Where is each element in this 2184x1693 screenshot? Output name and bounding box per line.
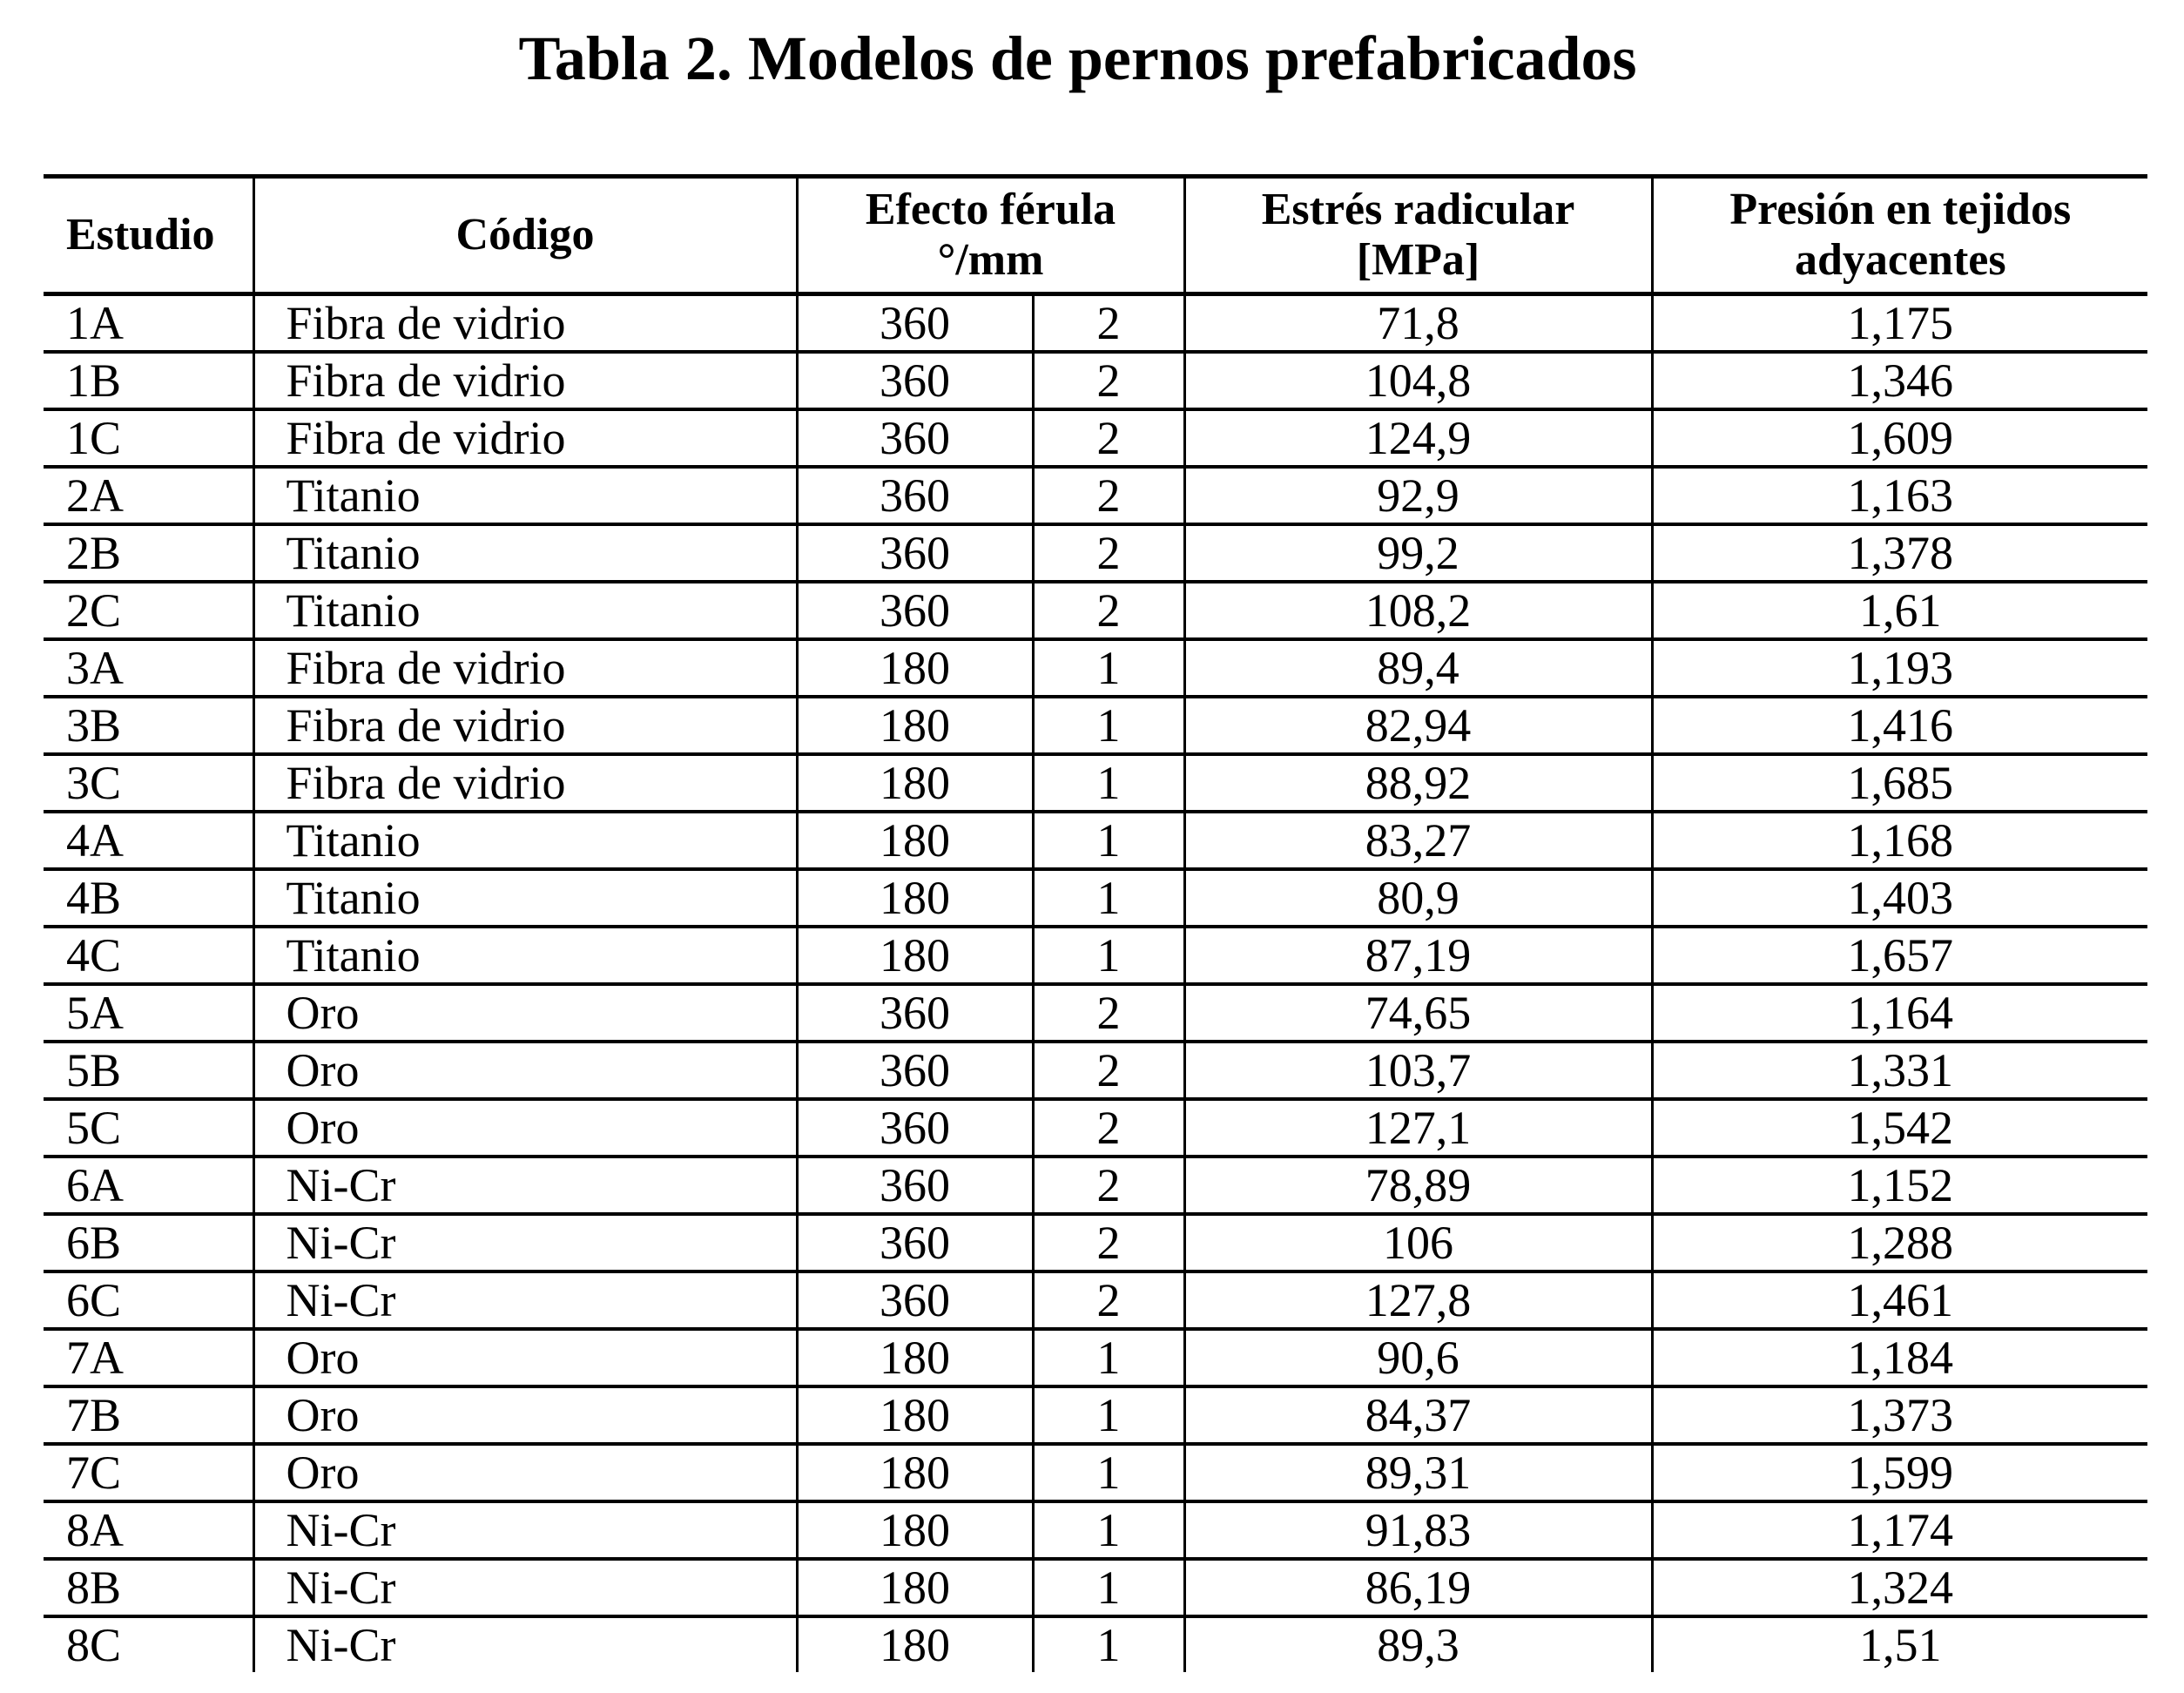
cell-estudio: 5C <box>44 1099 253 1157</box>
cell-ferula-grados: 360 <box>797 467 1033 524</box>
cell-ferula-mm: 1 <box>1033 1444 1184 1501</box>
cell-ferula-grados: 180 <box>797 1386 1033 1444</box>
cell-codigo: Fibra de vidrio <box>253 754 797 812</box>
cell-presion: 1,168 <box>1652 812 2147 869</box>
cell-codigo: Titanio <box>253 927 797 984</box>
cell-ferula-mm: 1 <box>1033 697 1184 754</box>
cell-ferula-grados: 360 <box>797 1042 1033 1099</box>
cell-ferula-grados: 360 <box>797 1271 1033 1329</box>
cell-codigo: Ni-Cr <box>253 1616 797 1672</box>
cell-estudio: 3A <box>44 639 253 697</box>
cell-presion: 1,685 <box>1652 754 2147 812</box>
table-row <box>44 467 2147 524</box>
table-row <box>44 639 2147 697</box>
table-row <box>44 1616 2147 1672</box>
cell-ferula-mm: 1 <box>1033 1616 1184 1672</box>
cell-estres: 90,6 <box>1184 1329 1652 1386</box>
cell-estudio: 5A <box>44 984 253 1042</box>
cell-ferula-grados: 180 <box>797 812 1033 869</box>
cell-estres: 86,19 <box>1184 1559 1652 1616</box>
cell-ferula-grados: 360 <box>797 1214 1033 1271</box>
cell-estres: 103,7 <box>1184 1042 1652 1099</box>
table-row <box>44 294 2147 353</box>
cell-codigo: Oro <box>253 1099 797 1157</box>
cell-estres: 104,8 <box>1184 352 1652 409</box>
cell-presion: 1,61 <box>1652 582 2147 639</box>
cell-estres: 89,3 <box>1184 1616 1652 1672</box>
cell-ferula-grados: 180 <box>797 639 1033 697</box>
table-row <box>44 984 2147 1042</box>
cell-estudio: 4A <box>44 812 253 869</box>
table-row <box>44 582 2147 639</box>
cell-ferula-grados: 180 <box>797 697 1033 754</box>
table-row <box>44 524 2147 582</box>
cell-estudio: 6B <box>44 1214 253 1271</box>
cell-ferula-mm: 1 <box>1033 1501 1184 1559</box>
cell-estres: 92,9 <box>1184 467 1652 524</box>
cell-ferula-mm: 2 <box>1033 352 1184 409</box>
cell-estres: 91,83 <box>1184 1501 1652 1559</box>
table-row <box>44 1386 2147 1444</box>
cell-codigo: Oro <box>253 1329 797 1386</box>
cell-estres: 88,92 <box>1184 754 1652 812</box>
cell-codigo: Oro <box>253 1386 797 1444</box>
cell-presion: 1,416 <box>1652 697 2147 754</box>
cell-estudio: 6C <box>44 1271 253 1329</box>
header-efecto-line1: Efecto férula <box>865 185 1116 234</box>
cell-ferula-grados: 360 <box>797 409 1033 467</box>
cell-codigo: Titanio <box>253 524 797 582</box>
cell-presion: 1,378 <box>1652 524 2147 582</box>
cell-estres: 78,89 <box>1184 1157 1652 1214</box>
cell-codigo: Titanio <box>253 582 797 639</box>
table-row <box>44 1501 2147 1559</box>
header-efecto-line2: °/mm <box>937 235 1044 285</box>
cell-ferula-mm: 2 <box>1033 409 1184 467</box>
cell-estudio: 1B <box>44 352 253 409</box>
table-row <box>44 409 2147 467</box>
cell-estudio: 4C <box>44 927 253 984</box>
table-row <box>44 1157 2147 1214</box>
cell-presion: 1,164 <box>1652 984 2147 1042</box>
cell-estudio: 3C <box>44 754 253 812</box>
cell-estudio: 6A <box>44 1157 253 1214</box>
cell-estudio: 5B <box>44 1042 253 1099</box>
cell-estudio: 2C <box>44 582 253 639</box>
cell-estudio: 7A <box>44 1329 253 1386</box>
cell-presion: 1,51 <box>1652 1616 2147 1672</box>
cell-estudio: 4B <box>44 869 253 927</box>
cell-ferula-mm: 1 <box>1033 927 1184 984</box>
cell-ferula-mm: 1 <box>1033 812 1184 869</box>
table-row <box>44 927 2147 984</box>
table-row <box>44 1042 2147 1099</box>
table-row <box>44 1444 2147 1501</box>
cell-ferula-mm: 1 <box>1033 639 1184 697</box>
table-body <box>44 294 2147 1673</box>
cell-ferula-mm: 2 <box>1033 467 1184 524</box>
header-presion-line1: Presión en tejidos <box>1729 185 2072 234</box>
cell-estres: 124,9 <box>1184 409 1652 467</box>
cell-estres: 89,31 <box>1184 1444 1652 1501</box>
cell-codigo: Ni-Cr <box>253 1271 797 1329</box>
cell-estres: 71,8 <box>1184 294 1652 353</box>
cell-estres: 127,1 <box>1184 1099 1652 1157</box>
cell-ferula-grados: 180 <box>797 1444 1033 1501</box>
cell-ferula-mm: 2 <box>1033 1099 1184 1157</box>
cell-ferula-mm: 1 <box>1033 869 1184 927</box>
cell-presion: 1,184 <box>1652 1329 2147 1386</box>
cell-codigo: Fibra de vidrio <box>253 409 797 467</box>
table-row <box>44 697 2147 754</box>
cell-codigo: Ni-Cr <box>253 1501 797 1559</box>
cell-estudio: 2A <box>44 467 253 524</box>
cell-ferula-grados: 360 <box>797 582 1033 639</box>
table-row <box>44 812 2147 869</box>
cell-presion: 1,609 <box>1652 409 2147 467</box>
cell-ferula-grados: 180 <box>797 1559 1033 1616</box>
cell-estudio: 2B <box>44 524 253 582</box>
header-efecto-ferula <box>797 177 1184 294</box>
cell-estres: 80,9 <box>1184 869 1652 927</box>
cell-estres: 99,2 <box>1184 524 1652 582</box>
header-estudio: Estudio <box>44 177 253 294</box>
table-title: Tabla 2. Modelos de pernos prefabricados <box>518 24 1637 93</box>
cell-presion: 1,461 <box>1652 1271 2147 1329</box>
cell-ferula-mm: 1 <box>1033 754 1184 812</box>
cell-ferula-grados: 180 <box>797 1616 1033 1672</box>
cell-codigo: Ni-Cr <box>253 1214 797 1271</box>
cell-presion: 1,373 <box>1652 1386 2147 1444</box>
header-estres-line2: [MPa] <box>1356 235 1480 285</box>
cell-ferula-grados: 180 <box>797 1501 1033 1559</box>
cell-ferula-grados: 180 <box>797 869 1033 927</box>
cell-presion: 1,403 <box>1652 869 2147 927</box>
cell-presion: 1,346 <box>1652 352 2147 409</box>
table-header-row <box>44 177 2147 294</box>
cell-presion: 1,152 <box>1652 1157 2147 1214</box>
cell-estudio: 8A <box>44 1501 253 1559</box>
cell-ferula-grados: 360 <box>797 1099 1033 1157</box>
cell-estres: 74,65 <box>1184 984 1652 1042</box>
cell-ferula-mm: 1 <box>1033 1386 1184 1444</box>
cell-codigo: Oro <box>253 1042 797 1099</box>
cell-estudio: 8B <box>44 1559 253 1616</box>
cell-ferula-grados: 360 <box>797 984 1033 1042</box>
cell-presion: 1,599 <box>1652 1444 2147 1501</box>
cell-ferula-mm: 2 <box>1033 1042 1184 1099</box>
cell-ferula-mm: 2 <box>1033 1214 1184 1271</box>
cell-estudio: 7C <box>44 1444 253 1501</box>
table-row <box>44 1214 2147 1271</box>
cell-ferula-grados: 360 <box>797 352 1033 409</box>
cell-ferula-mm: 2 <box>1033 1271 1184 1329</box>
cell-ferula-mm: 1 <box>1033 1559 1184 1616</box>
cell-presion: 1,174 <box>1652 1501 2147 1559</box>
cell-ferula-grados: 360 <box>797 1157 1033 1214</box>
cell-presion: 1,657 <box>1652 927 2147 984</box>
cell-codigo: Oro <box>253 984 797 1042</box>
cell-estres: 108,2 <box>1184 582 1652 639</box>
cell-presion: 1,331 <box>1652 1042 2147 1099</box>
table-row <box>44 754 2147 812</box>
cell-ferula-mm: 2 <box>1033 984 1184 1042</box>
cell-codigo: Titanio <box>253 812 797 869</box>
cell-estudio: 8C <box>44 1616 253 1672</box>
cell-estres: 84,37 <box>1184 1386 1652 1444</box>
cell-ferula-mm: 1 <box>1033 1329 1184 1386</box>
header-estres-line1: Estrés radicular <box>1261 185 1575 234</box>
cell-ferula-mm: 2 <box>1033 1157 1184 1214</box>
cell-codigo: Fibra de vidrio <box>253 697 797 754</box>
cell-ferula-grados: 180 <box>797 1329 1033 1386</box>
header-estres-radicular <box>1184 177 1652 294</box>
table-row <box>44 352 2147 409</box>
header-codigo: Código <box>253 177 797 294</box>
cell-ferula-mm: 2 <box>1033 524 1184 582</box>
cell-presion: 1,175 <box>1652 294 2147 353</box>
cell-presion: 1,163 <box>1652 467 2147 524</box>
table-row <box>44 869 2147 927</box>
cell-estres: 106 <box>1184 1214 1652 1271</box>
cell-ferula-mm: 2 <box>1033 582 1184 639</box>
cell-estres: 89,4 <box>1184 639 1652 697</box>
cell-presion: 1,324 <box>1652 1559 2147 1616</box>
cell-codigo: Fibra de vidrio <box>253 352 797 409</box>
pernos-table <box>44 174 2147 1672</box>
cell-presion: 1,193 <box>1652 639 2147 697</box>
cell-estudio: 7B <box>44 1386 253 1444</box>
table-row <box>44 1329 2147 1386</box>
cell-estres: 82,94 <box>1184 697 1652 754</box>
header-presion-line2: adyacentes <box>1794 235 2006 285</box>
cell-ferula-grados: 180 <box>797 754 1033 812</box>
cell-estres: 87,19 <box>1184 927 1652 984</box>
table-row <box>44 1559 2147 1616</box>
cell-codigo: Ni-Cr <box>253 1157 797 1214</box>
cell-ferula-grados: 360 <box>797 524 1033 582</box>
cell-estudio: 3B <box>44 697 253 754</box>
cell-estres: 127,8 <box>1184 1271 1652 1329</box>
cell-estudio: 1A <box>44 294 253 353</box>
cell-presion: 1,542 <box>1652 1099 2147 1157</box>
cell-ferula-mm: 2 <box>1033 294 1184 353</box>
table-row <box>44 1099 2147 1157</box>
cell-codigo: Fibra de vidrio <box>253 639 797 697</box>
table-row <box>44 1271 2147 1329</box>
cell-ferula-grados: 360 <box>797 294 1033 353</box>
cell-estres: 83,27 <box>1184 812 1652 869</box>
cell-ferula-grados: 180 <box>797 927 1033 984</box>
cell-codigo: Titanio <box>253 869 797 927</box>
cell-estudio: 1C <box>44 409 253 467</box>
cell-presion: 1,288 <box>1652 1214 2147 1271</box>
cell-codigo: Fibra de vidrio <box>253 294 797 353</box>
cell-codigo: Titanio <box>253 467 797 524</box>
cell-codigo: Oro <box>253 1444 797 1501</box>
cell-codigo: Ni-Cr <box>253 1559 797 1616</box>
header-presion-tejidos <box>1652 177 2147 294</box>
